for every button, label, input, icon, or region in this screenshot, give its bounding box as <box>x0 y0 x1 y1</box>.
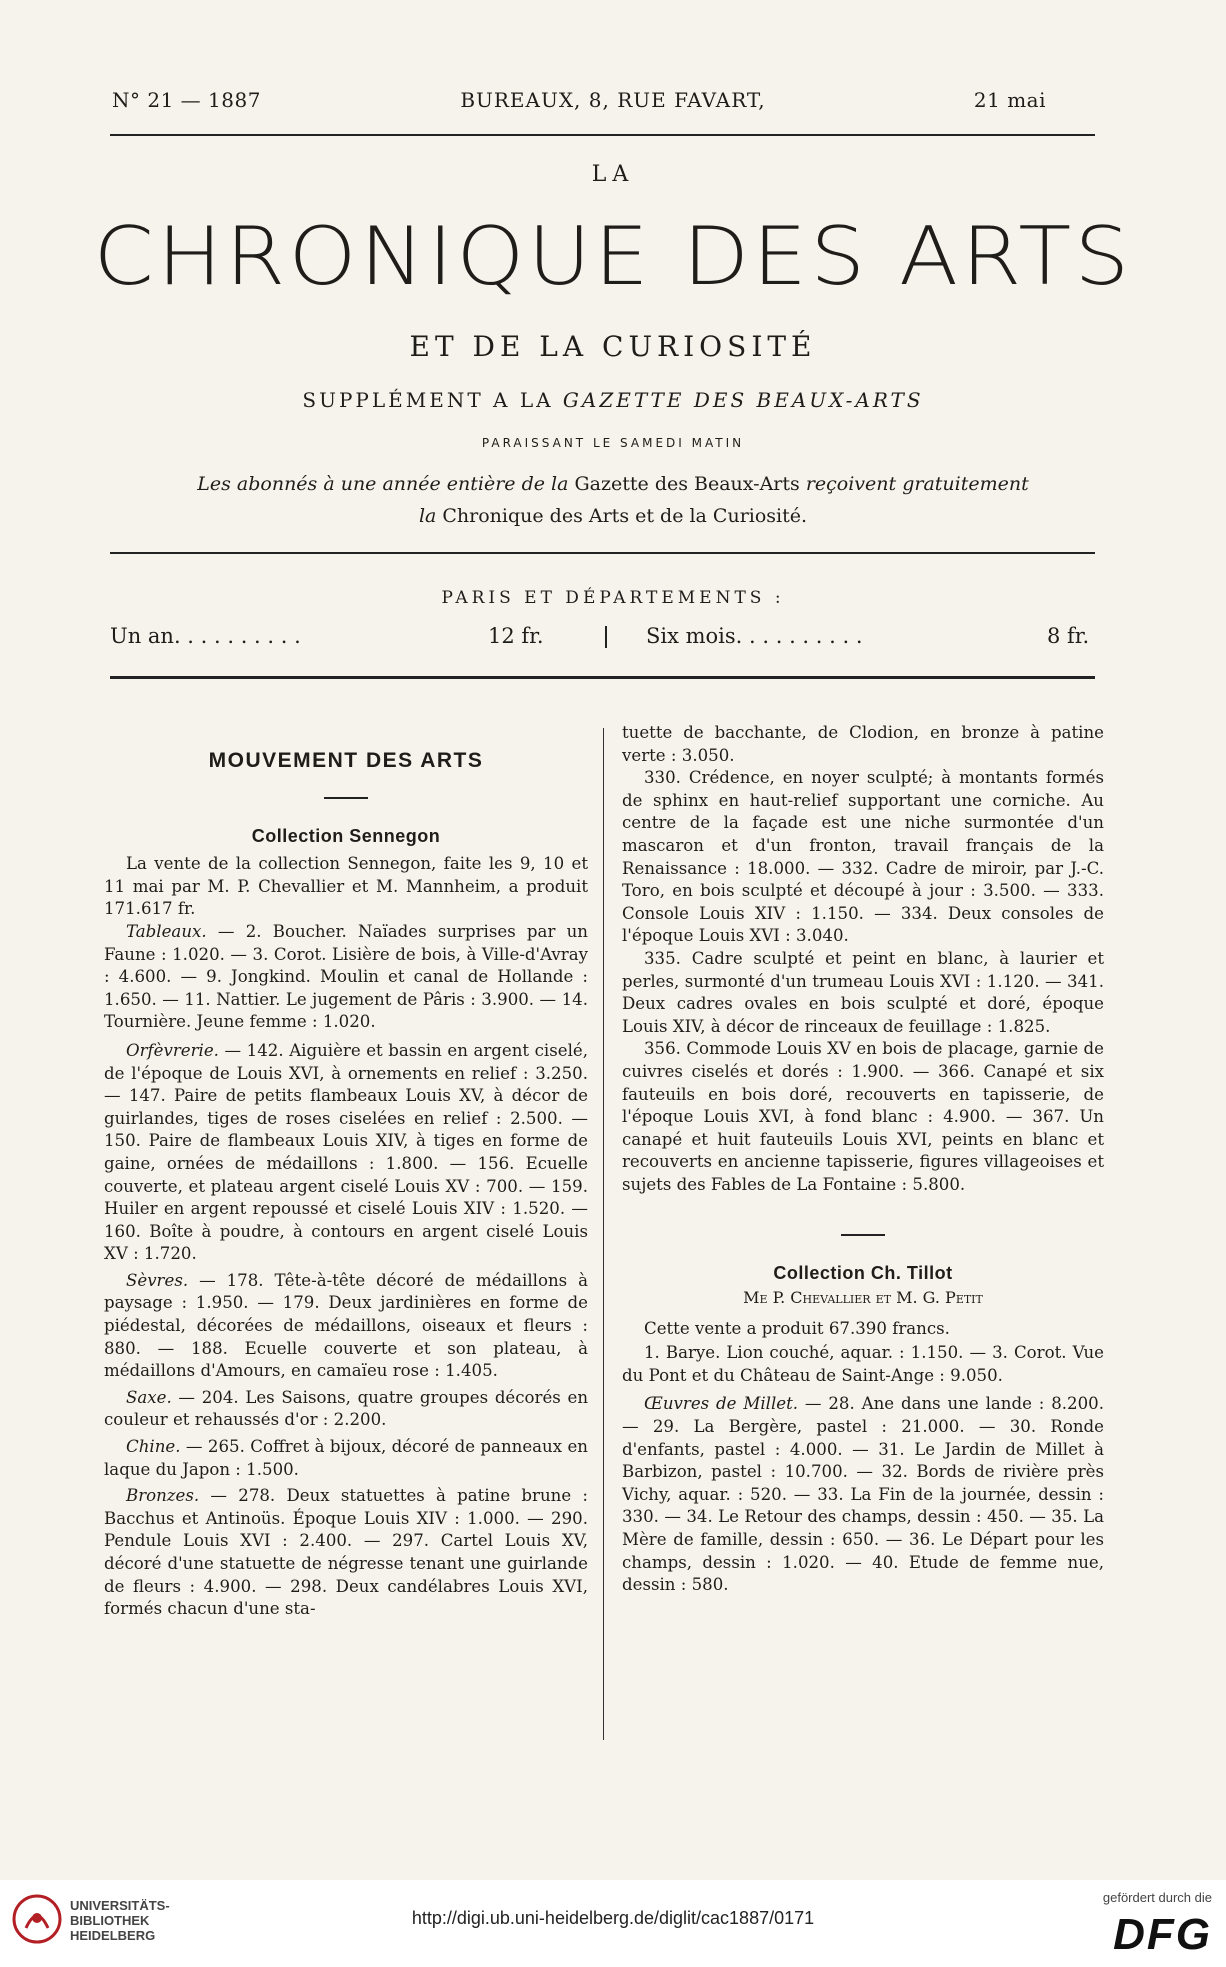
tableaux-label: Tableaux. <box>126 921 207 941</box>
abonnes-italic-end: reçoivent gratuitement <box>805 473 1029 495</box>
subscription-divider <box>605 626 607 648</box>
chine-label: Chine. <box>126 1437 181 1457</box>
supplement-prefix: SUPPLÉMENT A LA <box>302 388 554 412</box>
orfevrerie-paragraph <box>104 1040 588 1266</box>
issue-date: 21 mai <box>973 88 1046 112</box>
commode-paragraph: 356. Commode Louis XV en bois de placage, garnie de cuivres ciselés et dorés : 1.900. — 366. Canapé et six fauteuils en bois doré, recouverts en tapisserie, de l'époque Louis XVI, à fond blanc : 4.900. — 367. Un canapé et huit fauteuils Louis XVI, peints en blanc et recouverts en ancienne tapisserie, figures villageoises et sujets des Fables de La Fontaine : 5.800. <box>622 1039 1104 1194</box>
bureaux-address: BUREAUX, 8, RUE FAVART, <box>460 88 766 112</box>
library-line-2: BIBLIOTHEK <box>70 1913 150 1928</box>
chine-paragraph <box>104 1436 588 1481</box>
tableaux-text: — 2. Boucher. Naïades surprises par un Faune : 1.020. — 3. Corot. Lisière de bois, à Ville-d'Avray : 4.600. — 9. Jongkind. Moulin et canal de Hollande : 1.650. — 11. Nattier. Le jugement de Pâris : 3.900. — 14. Tournière. Jeune femme : 1.020. <box>104 921 588 1032</box>
left-column <box>104 722 588 1621</box>
library-line-3: HEIDELBERG <box>70 1928 156 1943</box>
barye-paragraph: 1. Barye. Lion couché, aquar. : 1.150. — 3. Corot. Vue du Pont et du Château de Saint-Ange : 9.050. <box>622 1343 1104 1385</box>
dfg-logo: DFG <box>1113 1910 1212 1959</box>
masthead-title: CHRONIQUE DES ARTS <box>93 210 1133 303</box>
cadre-paragraph: 335. Cadre sculpté et peint en blanc, à laurier et perles, surmonté d'un trumeau Louis XVI : 1.120. — 341. Deux cadres ovales en bois sculpté et doré, époque Louis XIV, à décor de rinceaux de feuillage : 1.825. <box>622 948 1104 1036</box>
tableaux-paragraph <box>104 921 588 1034</box>
abonnes-line-2 <box>0 500 1226 532</box>
masthead-la: LA <box>591 162 635 187</box>
bronzes-label: Bronzes. <box>126 1486 200 1506</box>
masthead-rule <box>110 552 1095 554</box>
saxe-label: Saxe. <box>126 1387 172 1407</box>
sevres-text: — 178. Tête-à-tête décoré de médaillons à paysage : 1.950. — 179. Deux jardinières en forme de piédestal, décorées de médaillons, oiseaux et fleurs : 880. — 188. Ecuelle couverte et son plateau, à médaillons d'Amours, en camaïeu rose : 1.405. <box>104 1270 588 1381</box>
issue-number: N° 21 — 1887 <box>112 88 261 112</box>
column-divider <box>603 728 604 1740</box>
library-line-1: UNIVERSITÄTS- <box>70 1898 170 1913</box>
saxe-text: — 204. Les Saisons, quatre groupes décorés en couleur et rehaussés d'or : 2.200. <box>104 1387 589 1430</box>
abonnes-italic-2: la <box>418 505 437 527</box>
saxe-paragraph <box>104 1387 588 1432</box>
supplement-line <box>0 388 1226 412</box>
abonnes-notice <box>0 468 1226 532</box>
abonnes-line-1 <box>0 468 1226 500</box>
paraissant-line: PARAISSANT LE SAMEDI MATIN <box>481 436 745 450</box>
masthead-subtitle: ET DE LA CURIOSITÉ <box>409 330 817 363</box>
sevres-label: Sèvres. <box>126 1270 189 1290</box>
sennegon-intro: La vente de la collection Sennegon, faite les 9, 10 et 11 mai par M. P. Chevallier et M. Mannheim, a produit 171.617 fr. <box>104 854 588 919</box>
supplement-gazette: GAZETTE DES BEAUX-ARTS <box>562 388 924 412</box>
millet-text: — 28. Ane dans une lande : 8.200. — 29. La Bergère, pastel : 21.000. — 30. Ronde d'enfants, pastel : 4.000. — 31. Le Jardin de Millet à Barbizon, pastel : 10.700. — 32. Bords de rivière près Vichy, aquar. : 520. — 33. La Fin de la journée, dessin : 330. — 34. Le Retour des champs, dessin : 450. — 35. La Mère de famille, dessin : 650. — 36. Le Départ pour les champs, dessin : 1.020. — 40. Etude de femme nue, dessin : 580. <box>622 1394 1104 1595</box>
orfevrerie-text: — 142. Aiguière et bassin en argent ciselé, de l'époque de Louis XVI, à ornements en relief : 3.250. — 147. Paire de petits flambeaux Louis XV, à décor de guirlandes, tiges de roses ciselées en relief : 2.500. — 150. Paire de flambeaux Louis XIV, à tiges en forme de gaine, ornées de médaillons : 1.800. — 156. Ecuelle couverte, et plateau argent ciselé Louis XV : 700. — 159. Huiler en argent repoussé et ciselé Louis XIV : 1.520. — 160. Boîte à poudre, à contours en argent ciselé Louis XV : 1.720. <box>104 1040 588 1264</box>
bronzes-text: — 278. Deux statuettes à patine brune : Bacchus et Antinoüs. Époque Louis XIV : 1.000. — 290. Pendule Louis XVI : 2.400. — 297. Cartel Louis XV, décoré d'une statuette de négresse tenant une guirlande de fleurs : 4.900. — 298. Deux candélabres Louis XVI, formés chacun d'une sta- <box>104 1486 588 1619</box>
half-year-label: Six mois. . . . . . . . . . <box>646 624 863 648</box>
section-title: MOUVEMENT DES ARTS <box>208 749 484 772</box>
abonnes-roman-2: Chronique des Arts et de la Curiosité. <box>442 505 808 527</box>
section-dash <box>324 797 368 799</box>
annual-price: 12 fr. <box>488 624 544 648</box>
digital-library-link[interactable]: http://digi.ub.uni-heidelberg.de/diglit/cac1887/0171 <box>411 1908 815 1928</box>
collection-tillot-title: Collection Ch. Tillot <box>773 1263 953 1284</box>
chine-text: — 265. Coffret à bijoux, décoré de panneaux en laque du Japon : 1.500. <box>104 1437 588 1479</box>
collection-dash <box>841 1234 885 1236</box>
right-column <box>622 722 1104 1597</box>
millet-label: Œuvres de Millet. <box>644 1394 799 1414</box>
bronzes-paragraph <box>104 1485 588 1621</box>
collection-sennegon-title: Collection Sennegon <box>251 825 441 846</box>
abonnes-italic-1: Les abonnés à une année entière de la <box>197 473 569 495</box>
subscription-rule <box>110 676 1095 679</box>
millet-paragraph <box>622 1393 1104 1596</box>
right-continuation: tuette de bacchante, de Clodion, en bronze à patine verte : 3.050. <box>622 723 1104 765</box>
credence-paragraph: 330. Crédence, en noyer sculpté; à montants formés de sphinx en haut-relief supportant une corniche. Au centre de la façade est une niche surmontée d'un mascaron et d'un fronton, travail français de la Renaissance : 18.000. — 332. Cadre de miroir, par J.-C. Toro, en bois sculpté et découpé à jour : 3.500. — 333. Console Louis XIV : 1.150. — 334. Deux consoles de l'époque Louis XVI : 3.040. <box>622 768 1104 946</box>
orfevrerie-label: Orfèvrerie. <box>126 1040 219 1060</box>
funding-note: gefördert durch die <box>1102 1890 1212 1905</box>
sevres-paragraph <box>104 1270 588 1383</box>
tillot-total: Cette vente a produit 67.390 francs. <box>644 1318 950 1338</box>
subscription-heading: PARIS ET DÉPARTEMENTS : <box>441 588 785 608</box>
footer-bar <box>0 1880 1226 1967</box>
annual-label: Un an. . . . . . . . . . <box>110 624 301 648</box>
half-year-price: 8 fr. <box>1047 624 1090 648</box>
header-rule <box>110 134 1095 136</box>
tillot-auctioneers: Me P. Chevallier et M. G. Petit <box>743 1288 983 1308</box>
abonnes-roman-1: Gazette des Beaux-Arts <box>574 473 800 495</box>
